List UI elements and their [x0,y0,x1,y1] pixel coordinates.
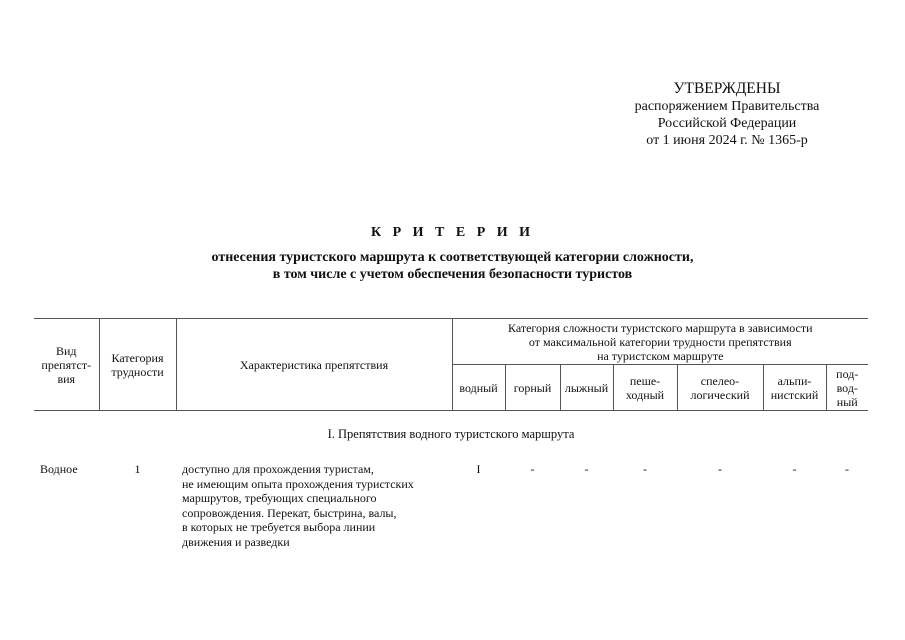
header-category: Категория трудности [99,319,176,411]
header-ski: лыжный [560,365,613,411]
header-underwater: под- вод- ный [826,365,868,411]
header-mountain: горный [505,365,560,411]
cell-underwater: - [845,462,849,476]
header-hiking: пеше- ходный [613,365,677,411]
header-difficulty-group: Категория сложности туристского маршрута в зависимости от максимальной категории трудности препятствия на туристском маршруте [452,319,868,365]
approval-line: Российской Федерации [657,116,797,131]
approval-title: УТВЕРЖДЕНЫ [673,80,781,97]
table-row [34,461,868,550]
cell-mountain: - [530,462,535,476]
cell-ski: - [584,462,589,476]
header-speleo: спелео- логический [677,365,763,411]
subtitle-line: в том числе с учетом обеспечения безопасности туристов [272,267,633,282]
cell-hiking: - [643,462,647,476]
cell-type: Водное [40,462,78,476]
document-title: К Р И Т Е Р И И [370,225,535,240]
criteria-table [34,318,868,550]
header-characteristic: Характеристика препятствия [176,319,452,411]
section-title: I. Препятствия водного туристского маршрута [327,427,575,441]
cell-alpine: - [792,462,797,476]
cell-category: 1 [134,462,141,476]
header-alpine: альпи- нистский [763,365,826,411]
approval-line: от 1 июня 2024 г. № 1365-р [646,133,808,148]
header-water: водный [452,365,505,411]
header-type: Вид препятст- вия [34,319,99,411]
cell-speleo: - [718,462,722,476]
approval-line: распоряжением Правительства [634,99,820,114]
cell-water: I [476,462,481,476]
approval-block [607,79,847,149]
document-subtitle [0,249,905,283]
cell-description: доступно для прохождения туристам, не имеющим опыта прохождения туристских маршрутов, требующих специального сопровождения. Перекат, быстрина, валы, в которых не требуется выбора линии движения и разведки [182,462,414,549]
subtitle-line: отнесения туристского маршрута к соответствующей категории сложности, [211,250,694,265]
